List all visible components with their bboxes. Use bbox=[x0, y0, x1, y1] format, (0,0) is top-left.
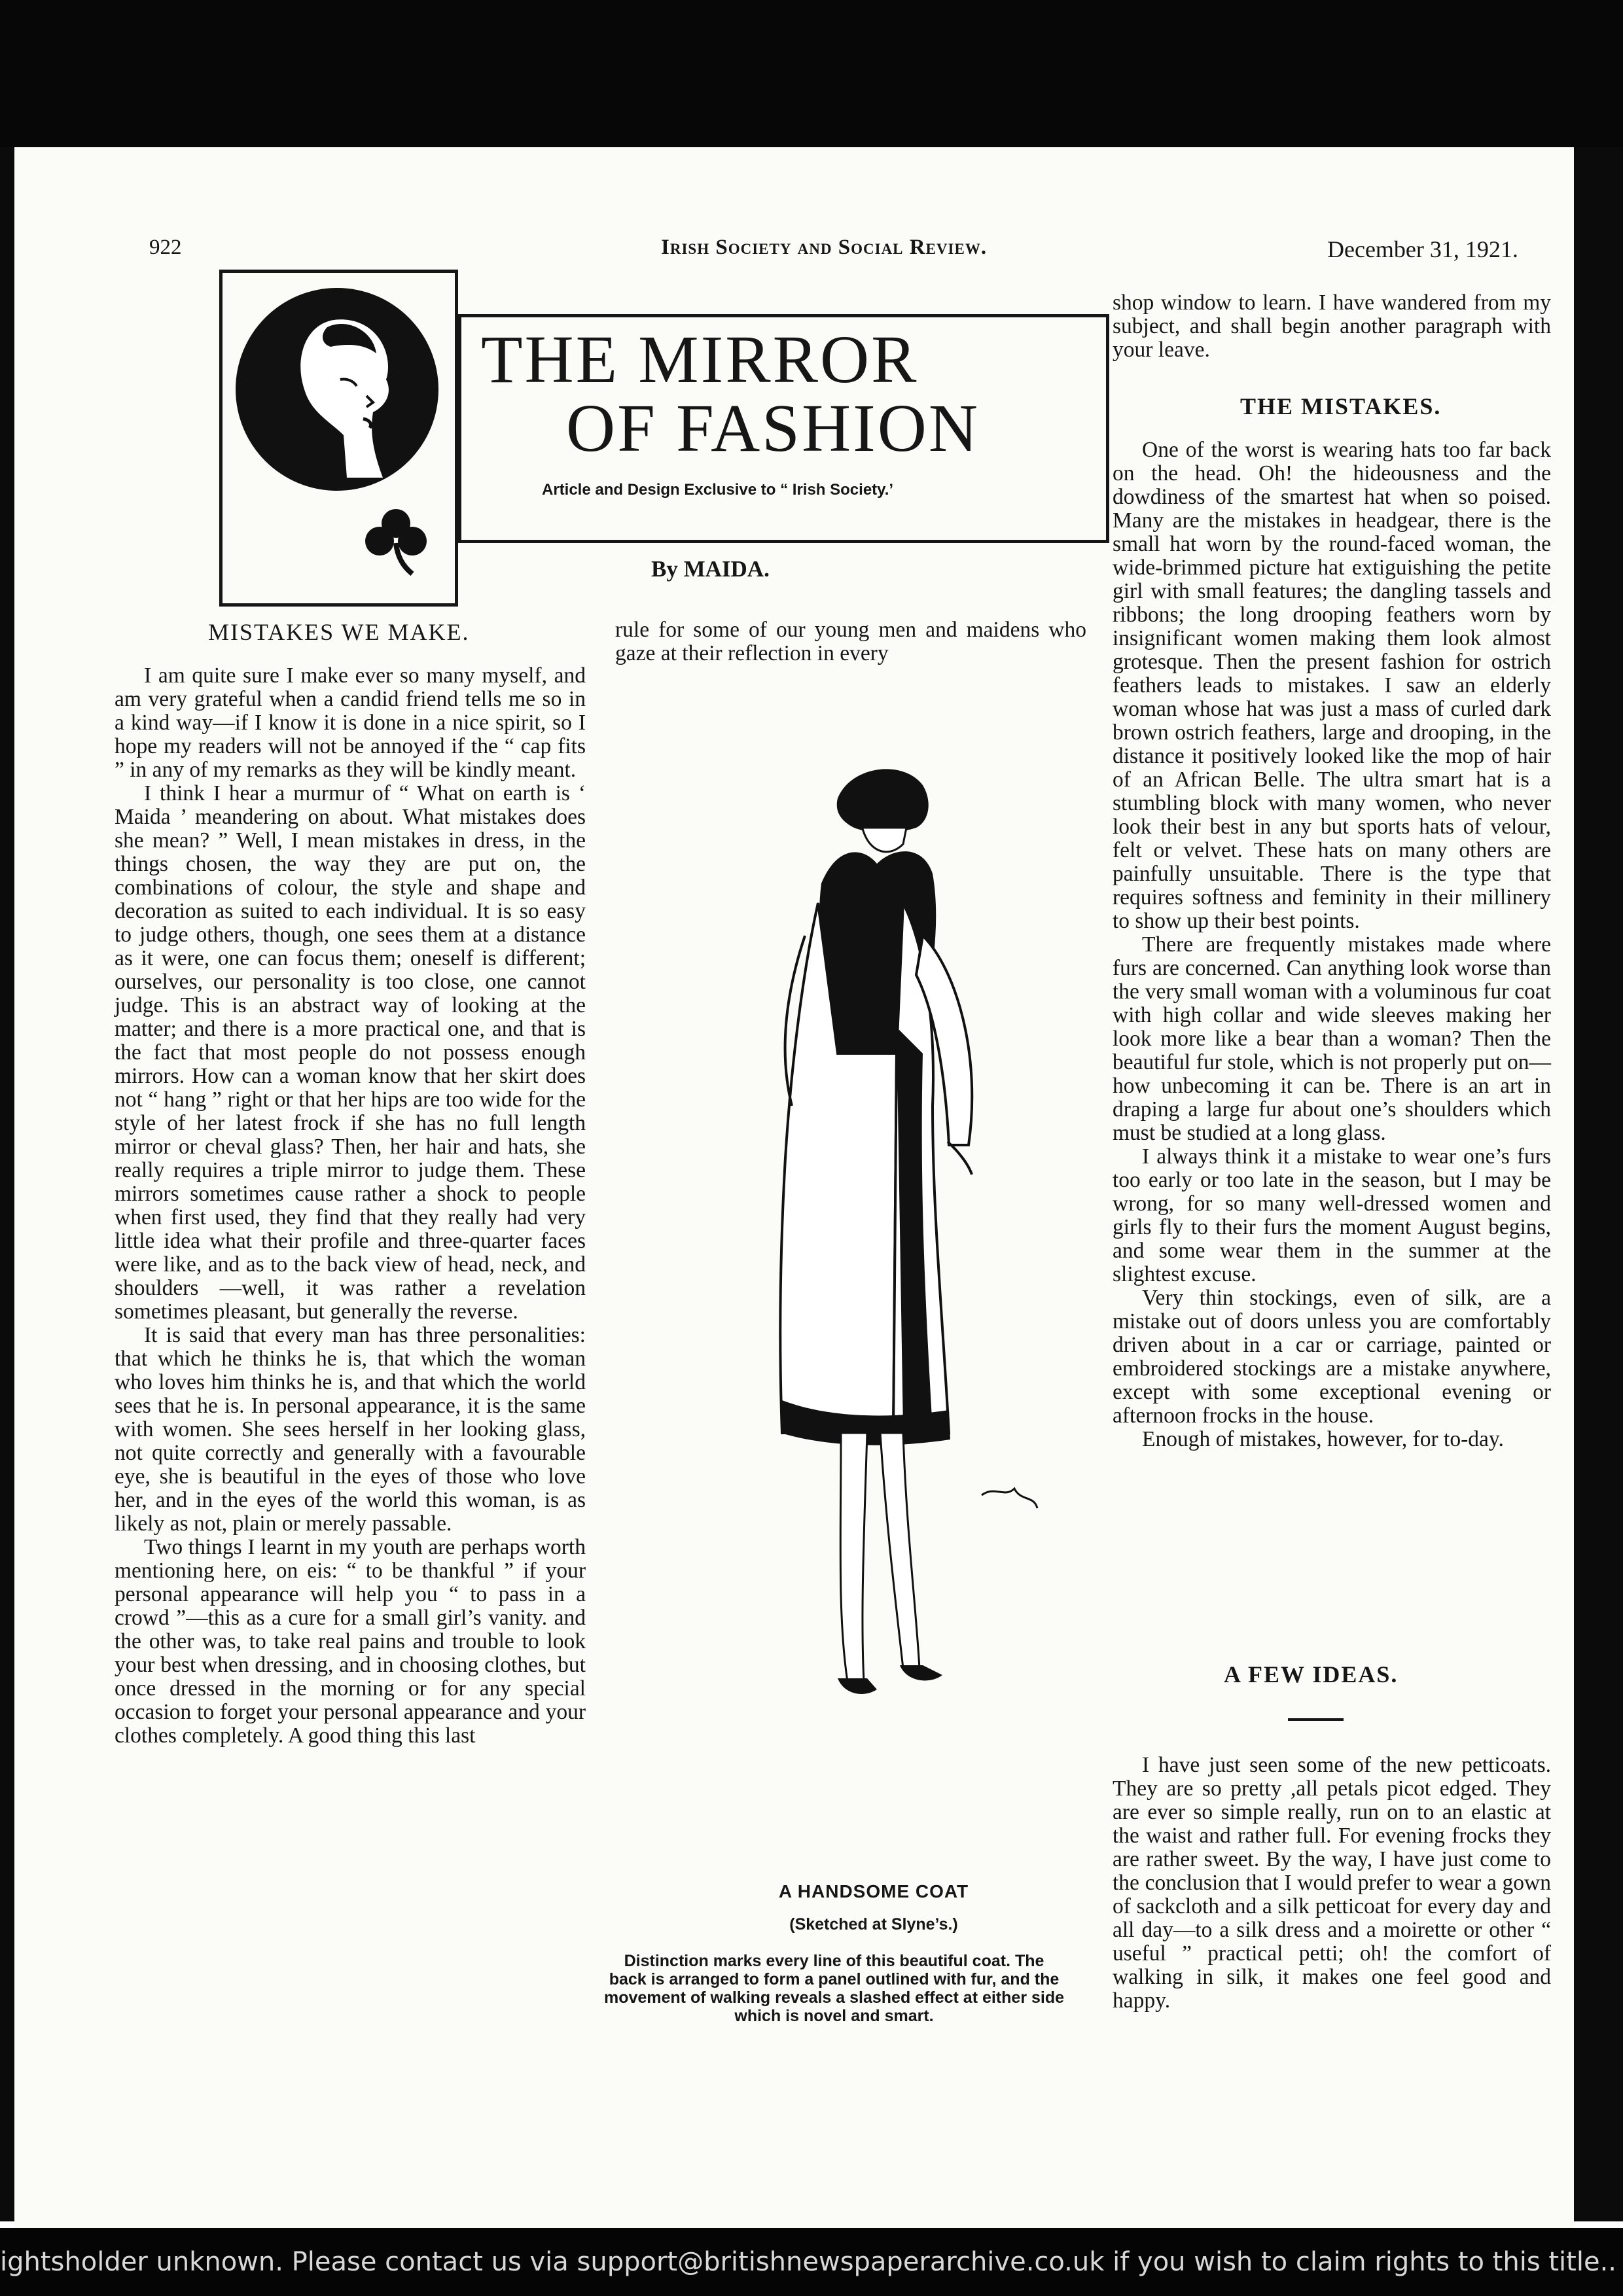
paragraph: I always think it a mistake to wear one’s furs too early or too late in the season, but I may be wrong, for so many well-dressed women and girls fly to their furs the moment August begins, and some wear them in the summer at the slightest excuse. bbox=[1113, 1144, 1551, 1286]
section-heading-mistakes-we-make: MISTAKES WE MAKE. bbox=[208, 619, 470, 645]
byline: By MAIDA. bbox=[651, 556, 770, 582]
paragraph: Very thin stockings, even of silk, are a mistake out of doors unless you are comfortably driven about in a car or carriage, painted or embroidered stockings are a mistake anywhere, except with some exceptional evening or afternoon frocks in the house. bbox=[1113, 1286, 1551, 1428]
article-column-3-ideas bbox=[1113, 1754, 1551, 2013]
scan-right-edge bbox=[1574, 147, 1623, 2221]
article-column-3-mistakes bbox=[1113, 438, 1551, 1451]
paragraph: It is said that every man has three personalities: that which he thinks he is, that which the woman who loves him thinks he is, and that which the world sees that he is. In personal appearance, it is the same with women. She sees herself in her looking glass, not quite correctly and generally with a favourable eye, she is beautiful in the eyes of those who love her, and in the eyes of the world this woman, is as likely as not, plain or merely passable. bbox=[115, 1323, 586, 1536]
article-column-2-continuation bbox=[615, 618, 1086, 665]
paragraph: I think I hear a murmur of “ What on earth is ‘ Maida ’ meandering on about. What mistakes does she mean? ” Well, I mean mistakes in dress, in the things chosen, the way they are put on, the combinations of colour, the style and shape and decoration as suited to each individual. It is so easy to judge others, though, one sees them at a distance as it were, one can focus them; oneself is different; ourselves, our personality is too close, one cannot judge. This is an abstract way of looking at the matter; and there is a more practical one, and that is the fact that most people do not possess enough mirrors. How can a woman know that her skirt does not “ hang ” right or that her hips are too wide for the style of her latest frock if she has no full length mirror or cheval glass? Then, her hair and hats, she really requires a triple mirror to judge them. These mirrors sometimes cause rather a shock to people when first used, they find that they really had very little idea what their profile and three-quarter faces were like, and as to the back view of head, neck, and shoulders —well, it was rather a revelation sometimes pleasant, but generally the reverse. bbox=[115, 781, 586, 1324]
shamrock-icon bbox=[357, 501, 435, 579]
paragraph: I am quite sure I make ever so many myself, and am very grateful when a candid friend tells me so in a kind way—if I know it is done in a nice spirit, so I hope my readers will not be annoyed if the “ cap fits ” in any of my remarks as they will be kindly meant. bbox=[115, 663, 586, 782]
paragraph: Enough of mistakes, however, for to-day. bbox=[1142, 1427, 1504, 1451]
paragraph: Two things I learnt in my youth are perhaps worth mentioning here, on eis: “ to be thankful ” if your personal appearance will help you “ to pass in a crowd ”—this as a cure for a small girl’s vanity. and the other was, to take real pains and trouble to look your best when dressing, and in choosing clothes, but once dressed in the morning or for any special occasion to forget your personal appearance and your clothes completely. A good thing this last bbox=[115, 1535, 586, 1748]
scan-top-edge bbox=[0, 0, 1623, 147]
masthead-title-line1: THE MIRROR bbox=[481, 322, 919, 397]
section-heading-a-few-ideas: A FEW IDEAS. bbox=[1224, 1661, 1399, 1687]
woman-portrait-icon bbox=[232, 281, 442, 497]
fashion-sketch-woman-in-fur-coat-icon bbox=[707, 687, 1073, 1839]
archive-notice-bar bbox=[0, 2228, 1623, 2296]
illustration-caption-body: Distinction marks every line of this beautiful coat. The back is arranged to form a panel outlined with fur, and the movement of walking reveals a slashed effect at either side which is novel and smart. bbox=[603, 1952, 1065, 2025]
masthead-title-line2: OF FASHION bbox=[566, 391, 980, 466]
page-number: 922 bbox=[149, 236, 182, 259]
illustration-caption-title: A HANDSOME COAT bbox=[778, 1881, 969, 1901]
article-column-3-continuation bbox=[1113, 291, 1551, 362]
paragraph: One of the worst is wearing hats too far back on the head. Oh! the hideousness and the dowdiness of the smartest hat when so poised. Many are the mistakes in headgear, there is the small hat worn by the round-faced woman, the wide-brimmed picture hat extiguishing the petite girl with small features; the dangling tassels and ribbons; the long drooping feathers worn by insignificant women making them look almost grotesque. Then the present fashion for ostrich feathers leads to mistakes. I saw an elderly woman whose hat was just a mass of curled dark brown ostrich feathers, large and drooping, in the distance it positively looked like the mop of hair of an African Belle. The ultra smart hat is a stumbling block with many women, who never look their best in any but sports hats of velour, felt or velvet. These hats on many others are painfully unsuitable. There is the type that requires softness and feminity in their millinery to show up their best points. bbox=[1113, 438, 1551, 933]
issue-date: December 31, 1921. bbox=[1327, 236, 1518, 262]
section-divider bbox=[1288, 1718, 1344, 1721]
masthead-subtitle: Article and Design Exclusive to “ Irish Society.’ bbox=[542, 481, 894, 499]
illustration-caption-subtitle: (Sketched at Slyne’s.) bbox=[789, 1915, 958, 1934]
article-column-1 bbox=[115, 664, 586, 1748]
archive-notice-text: ightsholder unknown. Please contact us via support@britishnewspaperarchive.co.uk if you wish to claim rights to this title.. bbox=[0, 2247, 1616, 2277]
paragraph: shop window to learn. I have wandered from my subject, and shall begin another paragraph with your leave. bbox=[1113, 291, 1551, 362]
journal-title: Irish Society and Social Review. bbox=[661, 236, 988, 259]
section-heading-the-mistakes: THE MISTAKES. bbox=[1240, 393, 1442, 419]
paragraph: There are frequently mistakes made where furs are concerned. Can anything look worse than the very small woman with a voluminous fur coat with high collar and wide sleeves making her look more like a bear than a woman? Then the beautiful fur stole, which is not properly put on—how unbecoming it can be. There is an art in draping a large fur about one’s shoulders which must be studied at a long glass. bbox=[1113, 932, 1551, 1145]
paragraph: I have just seen some of the new petticoats. They are so pretty ,all petals picot edged. They are ever so simple really, run on to an elastic at the waist and rather full. For evening frocks they are rather sweet. By the way, I have just come to the conclusion that I would prefer to wear a gown of sackcloth and a silk petticoat for every day and all day—to a silk dress and a moirette or other “ useful ” practical petti; oh! the comfort of walking in silk, it makes one feel good and happy. bbox=[1113, 1753, 1551, 2013]
paragraph: rule for some of our young men and maidens who gaze at their reflection in every bbox=[615, 618, 1086, 665]
scan-left-edge bbox=[0, 147, 14, 2221]
